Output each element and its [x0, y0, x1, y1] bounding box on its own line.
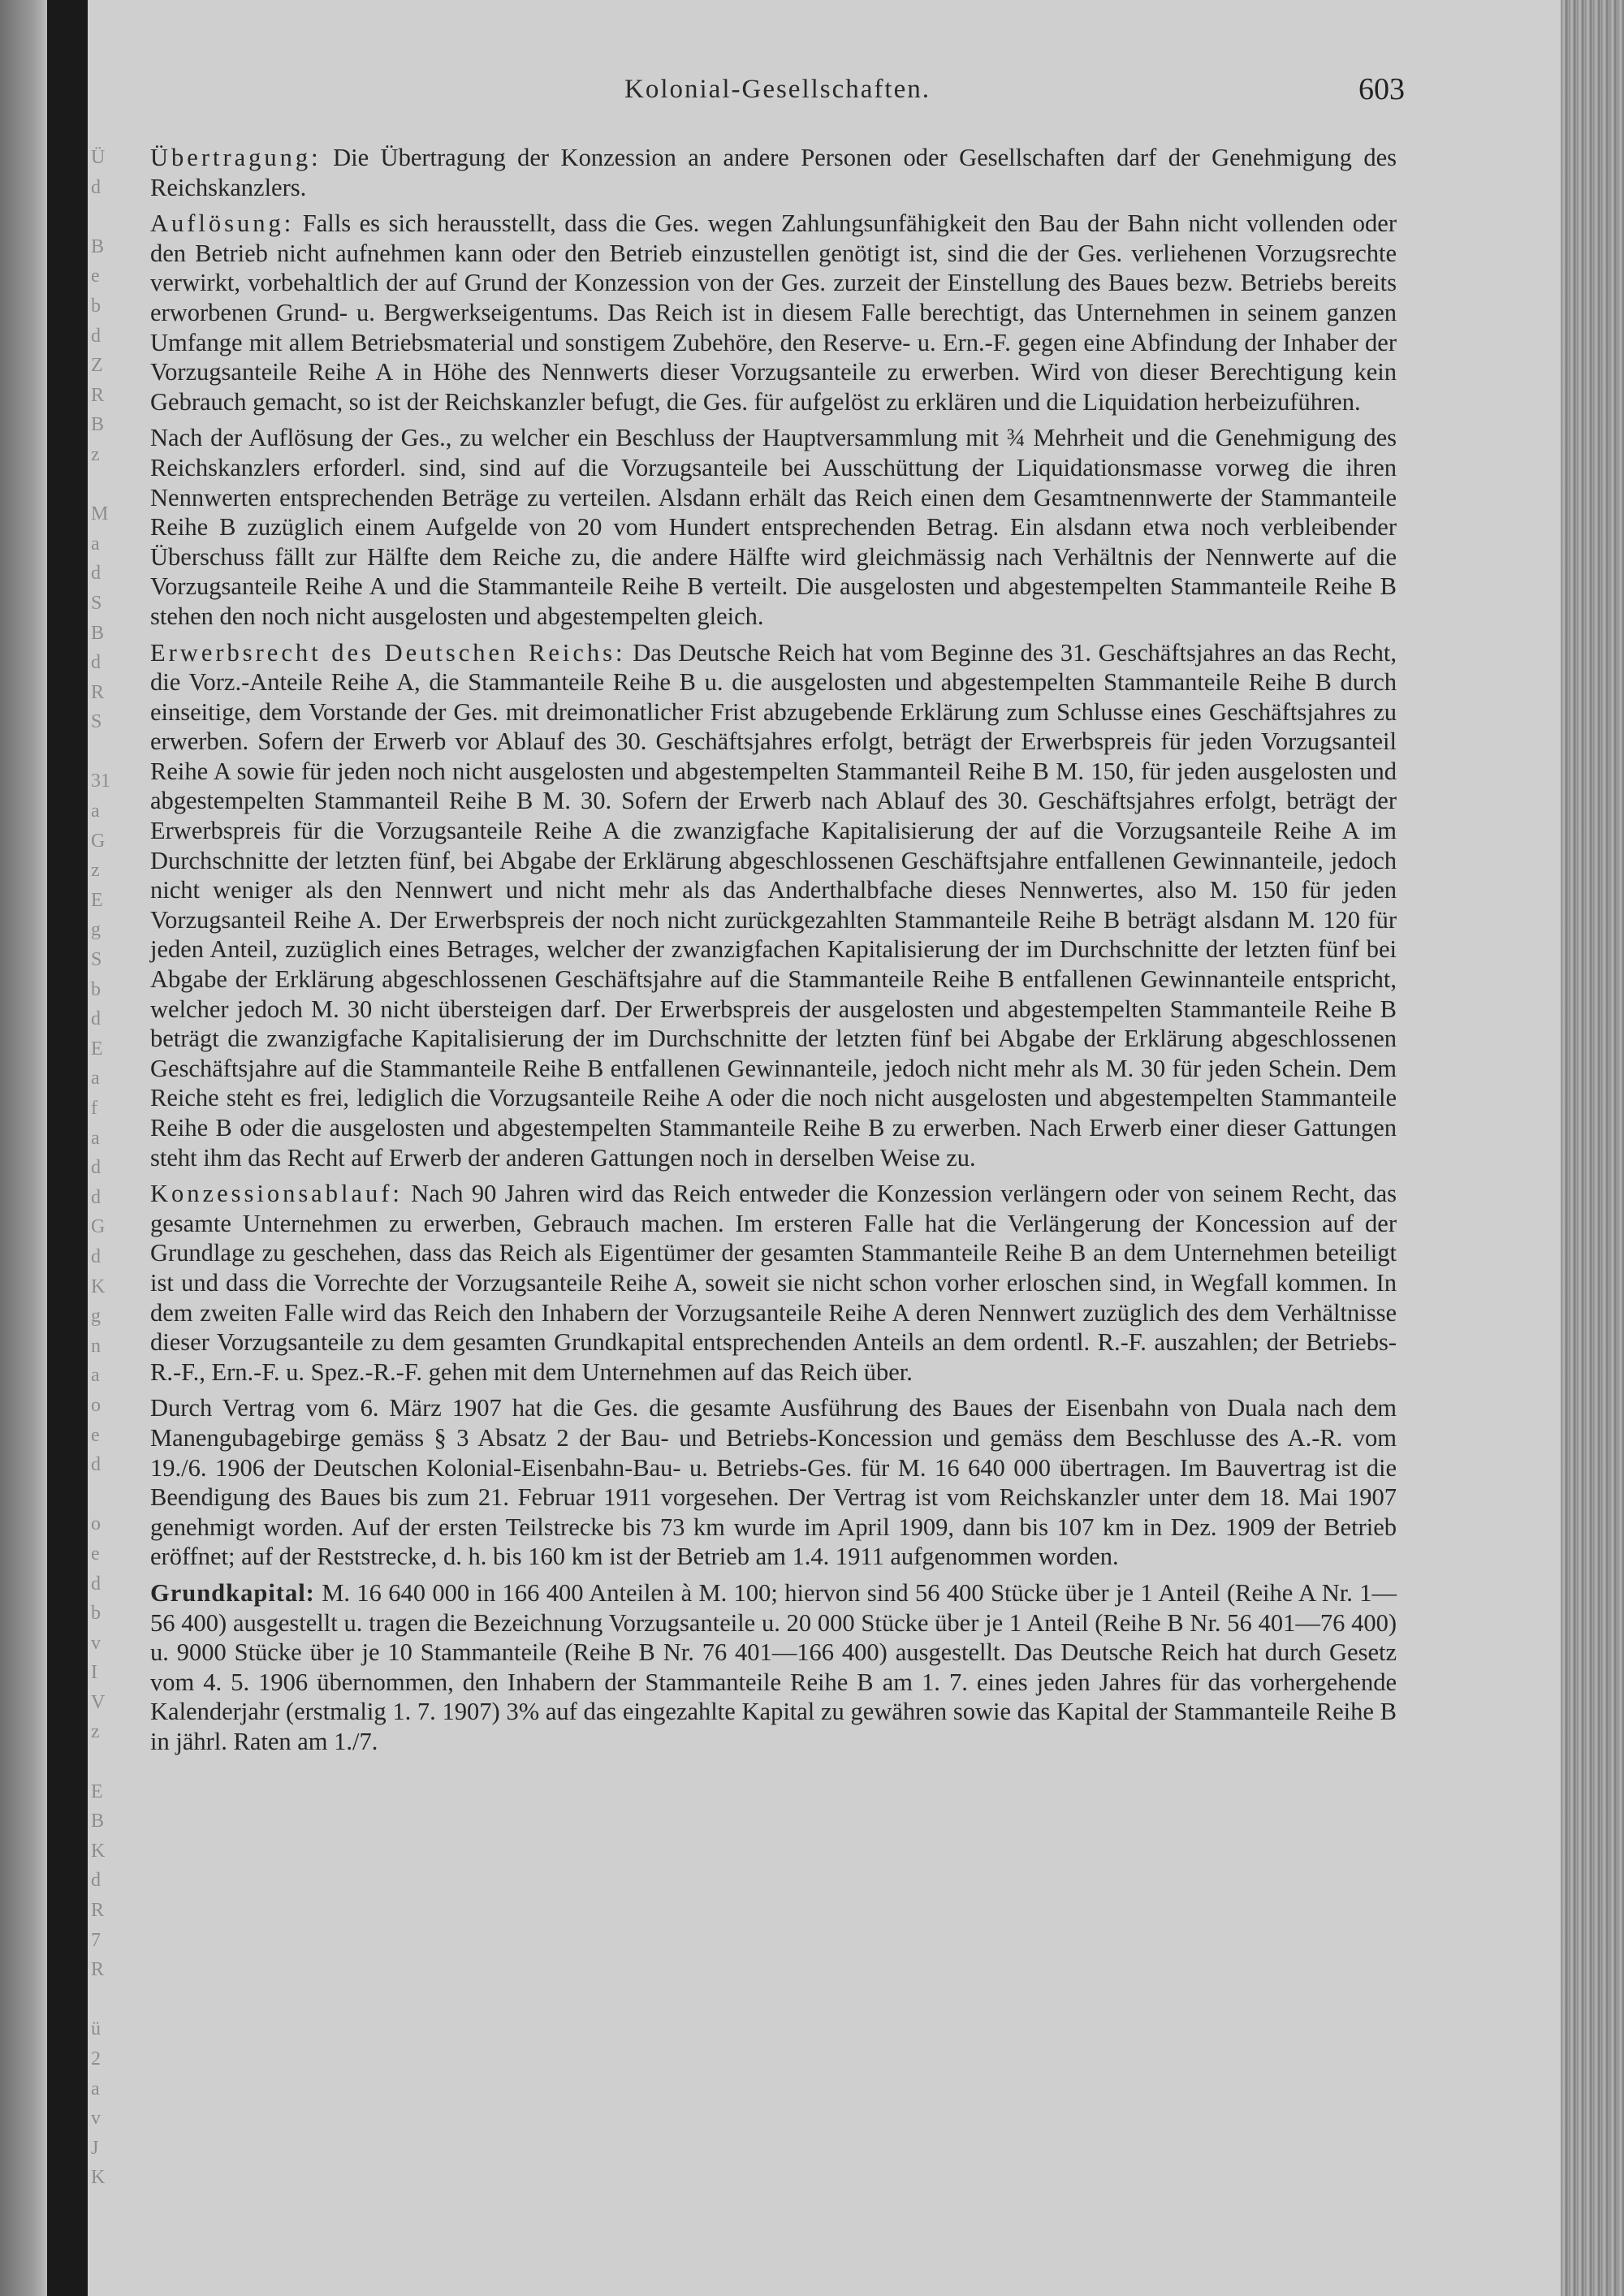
margin-fragment: v: [91, 1632, 101, 1654]
margin-fragment: d: [91, 176, 101, 198]
paragraph-uebertragung: [150, 143, 1397, 202]
margin-fragment: a: [91, 801, 100, 822]
body-text: [150, 143, 1397, 1763]
margin-fragment: d: [91, 1454, 101, 1476]
page-header: [150, 72, 1405, 115]
margin-fragment: g: [91, 919, 101, 941]
margin-fragment: K: [91, 1840, 106, 1862]
margin-fragment: G: [91, 830, 106, 852]
margin-fragment: R: [91, 1900, 105, 1922]
margin-fragment: B: [91, 1810, 105, 1832]
margin-fragment: d: [91, 1870, 101, 1892]
margin-fragment: K: [91, 1275, 106, 1297]
paragraph-text: Das Deutsche Reich hat vom Beginne des 31. Geschäftsjahres an das Recht, die Vorz.-Anteile Reihe A, die Stammanteile Reihe B u. die ausgelosten und abgestempelten Stammanteile Reihe B durch einseitige, dem Vorstande der Ges. mit dreimonatlicher Frist abzugebende Erklärung zum Schlusse eines Geschäftsjahres zu erwerben. Sofern der Erwerb vor Ablauf des 30. Geschäftsjahres erfolgt, beträgt der Erwerbspreis für jeden Vorzugsanteil Reihe A sowie für jeden noch nicht ausgelosten und abgestempelten Stammanteil Reihe B M. 150, für jeden ausgelosten und abgestempelten Stammanteil Reihe B M. 30. Sofern der Erwerb nach Ablauf des 30. Geschäftsjahres erfolgt, beträgt der Erwerbspreis für die Vorzugsanteile Reihe A die zwanzigfache Kapitalisierung der auf die Vorzugsanteile Reihe A im Durchschnitte der letzten fünf, bei Abgabe der Erklärung abgeschlossenen Geschäftsjahre entfallenen Gewinnanteile, jedoch nicht weniger als den Nennwert und nicht mehr als das Anderthalbfache dieses Nennwertes, also M. 150 für jeden Vorzugsanteil Reihe A. Der Erwerbspreis der noch nicht zurückgezahlten Stammanteile Reihe B beträgt alsdann M. 120 für jeden Anteil, zuzüglich eines Betrages, welcher der zwanzigfachen Kapitalisierung der im Durchschnitte der letzten fünf bei Abgabe der Erklärung abgeschlossenen Geschäftsjahre auf die Stammanteile Reihe B entfallenen Gewinnanteile entspricht, welcher jedoch M. 30 nicht übersteigen darf. Der Erwerbspreis der ausgelosten und abgestempelten Stammanteile Reihe B beträgt die zwanzigfache Kapitalisierung der im Durchschnitte der letzten fünf bei Abgabe der Erklärung abgeschlossenen Geschäftsjahre auf die Stammanteile Reihe B entfallenen Gewinnanteile, jedoch nicht mehr als M. 30 für jeden Schein. Dem Reiche steht es frei, lediglich die Vorzugsanteile Reihe A oder die noch nicht ausgelosten und abgestempelten Stammanteile Reihe B oder die ausgelosten und abgestempelten Stammanteile Reihe B zu erwerben. Nach Erwerb einer dieser Gattungen steht ihm das Recht auf Erwerb der anderen Gattungen noch in derselben Weise zu.: [150, 638, 1397, 1172]
margin-fragment: d: [91, 1245, 101, 1267]
margin-fragment: B: [91, 235, 105, 257]
margin-fragment: n: [91, 1335, 101, 1357]
margin-fragment: b: [91, 978, 101, 1000]
margin-fragment: 2: [91, 2048, 101, 2069]
margin-fragment: d: [91, 1157, 101, 1179]
book-spine: [47, 0, 88, 2296]
paragraph-heading: Grundkapital:: [150, 1578, 315, 1607]
margin-fragment: I: [91, 1662, 97, 1684]
margin-fragment: M: [91, 503, 109, 525]
margin-fragment: [91, 1747, 132, 1777]
margin-fragment: S: [91, 949, 102, 971]
margin-fragment: o: [91, 1513, 101, 1535]
paragraph-heading: Erwerbsrecht des Deutschen Reichs:: [150, 638, 626, 667]
margin-fragment: a: [91, 533, 100, 555]
margin-fragment: z: [91, 1721, 100, 1743]
margin-fragment: b: [91, 1603, 101, 1625]
paragraph-text: Die Übertragung der Konzession an andere Personen oder Gesellschaften darf der Genehmigung des Reichskanzlers.: [150, 144, 1397, 201]
running-head: Kolonial-Gesellschaften.: [624, 75, 931, 104]
paragraph-heading: Konzessionsablauf:: [150, 1180, 403, 1208]
margin-fragment: [91, 737, 132, 767]
margin-fragment: S: [91, 592, 102, 614]
binding-shadow: [0, 0, 47, 2296]
margin-fragment: ü: [91, 2018, 101, 2040]
margin-fragment: d: [91, 1008, 101, 1030]
margin-fragment: e: [91, 1424, 100, 1446]
margin-fragment: G: [91, 1216, 106, 1238]
margin-fragment: E: [91, 889, 103, 911]
paragraph-heading: Übertragung:: [150, 144, 322, 171]
margin-fragment: [91, 202, 132, 232]
margin-fragment: v: [91, 2108, 101, 2130]
margin-fragment: a: [91, 2078, 100, 2100]
paragraph-text: Falls es sich herausstellt, dass die Ges. wegen Zahlungsunfähigkeit den Bau der Bahn nicht vollenden oder den Betrieb nicht aufnehmen kann oder den Betrieb einzustellen genötigt ist, sind die der Ges. verliehenen Vorzugsrechte verwirkt, vorbehaltlich der auf Grund der Konzession von der Ges. zurzeit der Einstellung des Baues bezw. Betriebs bereits erworbenen Grund- u. Bergwerkseigentums. Das Reich ist in diesem Falle berechtigt, das Unternehmen in seinem ganzen Umfange mit allem Betriebsmaterial und sonstigem Zubehöre, den Reserve- u. Ern.-F. gegen eine Abfindung der Inhaber der Vorzugsanteile Reihe A in Höhe des Nennwerts dieser Vorzugsanteile zu erwerben. Wird von dieser Berechtigung kein Gebrauch gemacht, so ist der Reichskanzler befugt, die Ges. für aufgelöst zu erklären und die Liquidation herbeizuführen.: [150, 209, 1397, 416]
margin-fragment: d: [91, 325, 101, 347]
margin-fragment: V: [91, 1691, 106, 1713]
margin-fragment: b: [91, 295, 101, 317]
margin-fragment: [91, 470, 132, 500]
paragraph-text: M. 16 640 000 in 166 400 Anteilen à M. 100; hiervon sind 56 400 Stücke über je 1 Anteil (Reihe A Nr. 1—56 400) ausgestellt u. tragen die Bezeichnung Vorzugsanteile u. 20 000 Stücke über je 1 Anteil (Reihe B Nr. 56 401—76 400) u. 9000 Stücke über je 10 Stammanteile (Reihe B Nr. 76 401—166 400) ausgestellt. Das Deutsche Reich hat durch Gesetz vom 4. 5. 1906 übernommen, den Inhabern der Stammanteile Reihe B am 1. 7. eines jeden Jahres für das vorhergehende Kalenderjahr (erstmalig 1. 7. 1907) 3% auf das eingezahlte Kapital zu gewähren sowie das Kapital der Stammanteile Reihe B in jährl. Raten am 1./7.: [150, 1578, 1397, 1755]
margin-fragment: f: [91, 1098, 97, 1119]
margin-fragment: [91, 1480, 132, 1510]
paragraph-text: Nach der Auflösung der Ges., zu welcher ein Beschluss der Hauptversammlung mit ¾ Mehrheit und die Genehmigung des Reichskanzlers erforderl. sind, sind auf die Vorzugsanteile bei Ausschüttung der Liquidationsmasse vorweg die ihren Nennwerten entsprechenden Beträge zu verteilen. Alsdann erhält das Reich einen dem Gesamtnennwerte der Stammanteile Reihe B zuzüglich einem Aufgelde von 20 vom Hundert entsprechenden Betrag. Ein alsdann etwa noch verbleibender Überschuss fällt zur Hälfte dem Reiche zu, die andere Hälfte wird gleichmässig nach Verhältnis der Nennwerte auf die Vorzugsanteile Reihe A und die Stammanteile Reihe B verteilt. Die ausgelosten und abgestempelten Stammanteile Reihe B stehen den noch nicht ausgelosten und abgestempelten gleich.: [150, 424, 1397, 630]
margin-fragment: R: [91, 1959, 105, 1981]
paragraph-aufloesung: [150, 209, 1397, 416]
margin-fragment: K: [91, 2167, 106, 2189]
margin-fragment: z: [91, 860, 100, 882]
margin-fragment: 31: [91, 770, 110, 792]
margin-fragment: a: [91, 1068, 100, 1090]
margin-fragment: E: [91, 1038, 103, 1060]
margin-fragment: d: [91, 1186, 101, 1208]
margin-fragment: a: [91, 1127, 100, 1149]
paragraph-text: Durch Vertrag vom 6. März 1907 hat die Ges. die gesamte Ausführung des Baues der Eisenbahn von Duala nach dem Manengubagebirge gemäss § 3 Absatz 2 der Bau- und Betriebs-Koncession und gemäss dem Beschlusse des A.-R. vom 19./6. 1906 der Deutschen Kolonial-Eisenbahn-Bau- u. Betriebs-Ges. für M. 16 640 000 übertragen. Im Bauvertrag ist die Beendigung des Baues bis zum 21. Februar 1911 vorgesehen. Der Vertrag ist vom Reichskanzler unter dem 18. Mai 1907 genehmigt worden. Auf der ersten Teilstrecke bis 73 km wurde im April 1909, dann bis 107 km in Dez. 1909 der Betrieb eröffnet; auf der Reststrecke, d. h. bis 160 km ist der Betrieb am 1.4. 1911 aufgenommen worden.: [150, 1394, 1397, 1571]
margin-fragment: B: [91, 414, 105, 436]
margin-fragment: e: [91, 1543, 100, 1564]
margin-fragment: [91, 1985, 132, 2015]
margin-fragment: z: [91, 443, 100, 465]
margin-fragment: R: [91, 681, 105, 703]
margin-fragment: 7: [91, 1929, 101, 1951]
paragraph-liquidation: [150, 423, 1397, 631]
margin-fragment: d: [91, 1573, 101, 1595]
margin-fragment: Z: [91, 355, 103, 377]
margin-fragment: J: [91, 2137, 99, 2159]
paragraph-konzessionsablauf: [150, 1179, 1397, 1387]
margin-fragment: B: [91, 622, 105, 644]
page-number: 603: [1358, 72, 1405, 106]
paragraph-grundkapital: [150, 1578, 1397, 1757]
margin-fragment: R: [91, 384, 105, 406]
margin-fragment: E: [91, 1780, 103, 1802]
paragraph-bauvertrag: [150, 1393, 1397, 1572]
margin-fragment: d: [91, 563, 101, 585]
paragraph-text: Nach 90 Jahren wird das Reich entweder die Konzession verlängern oder von seinem Recht, das gesamte Unternehmen zu erwerben, Gebrauch machen. Im ersteren Falle hat die Verlängerung der Koncession auf der Grundlage zu geschehen, dass das Reich als Eigentümer der gesamten Stammanteile Reihe B an dem Unternehmen beteiligt ist und dass die Vorrechte der Vorzugsanteile Reihe A, soweit sie nicht schon vorher erloschen sind, in Wegfall kommen. In dem zweiten Falle wird das Reich den Inhabern der Vorzugsanteile Reihe A deren Nennwert zuzüglich des dem Verhältnisse dieser Vorzugsanteile zu dem gesamten Grundkapital entsprechenden Anteils an dem ordentl. R.-F. auszahlen; der Betriebs-R.-F., Ern.-F. u. Spez.-R.-F. gehen mit dem Unternehmen auf das Reich über.: [150, 1180, 1397, 1386]
page-edges: [1561, 0, 1624, 2296]
margin-fragment: a: [91, 1365, 100, 1387]
paragraph-erwerbsrecht: [150, 638, 1397, 1173]
margin-fragment: S: [91, 711, 102, 733]
margin-fragment: g: [91, 1306, 101, 1327]
margin-fragment: e: [91, 265, 100, 287]
margin-fragment: d: [91, 652, 101, 674]
facing-page-margin-fragments: [91, 143, 132, 2193]
margin-fragment: Ü: [91, 147, 106, 168]
margin-fragment: o: [91, 1394, 101, 1416]
paragraph-heading: Auflösung:: [150, 209, 295, 238]
